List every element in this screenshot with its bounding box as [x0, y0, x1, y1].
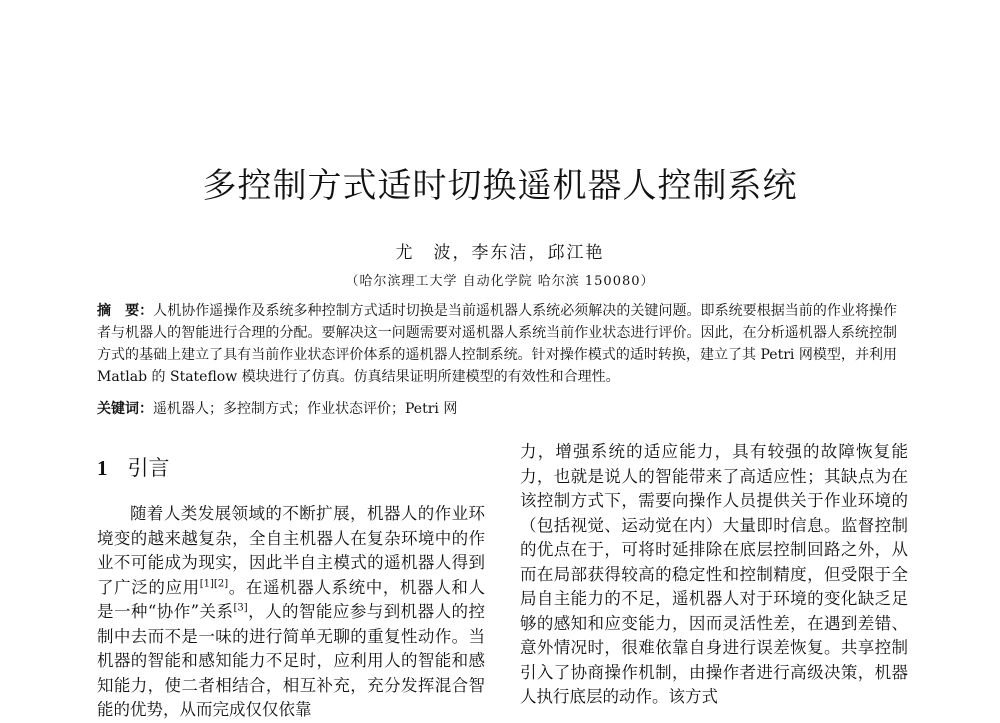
right-column-text: 力，增强系统的适应能力，具有较强的故障恢复能力，也就是说人的智能带来了高适应性；其缺点为在该控制方式下，需要向操作人员提供关于作业环境的（包括视觉、运动觉在内）大量即时信息。监督控制的优点在于，可将时延排除在底层控制回路之外，从而在局部获得较高的稳定性和控制精度，但受限于全局自主能力的不足，遥机器人对于环境的变化缺乏足够的感知和应变能力，因而灵活性差，在遇到差错、意外情况时，很难依靠自身进行误差恢复。共享控制引入了协商操作机制，由操作者进行高级决策，机器人执行底层的动作。该方式 — [520, 442, 908, 706]
keywords-label: 关键词： — [97, 401, 153, 417]
section-heading — [97, 452, 170, 482]
abstract-text: 人机协作遥操作及系统多种控制方式适时切换是当前遥机器人系统必须解决的关键问题。即系统要根据当前的作业将操作者与机器人的智能进行合理的分配。要解决这一问题需要对遥机器人系统当前作业状态进行评价。因此，在分析遥机器人系统控制方式的基础上建立了具有当前作业状态评价体系的遥机器人控制系统。针对操作模式的适时转换，建立了其 Petri 网模型，并利用 Matlab 的 Stateflow 模块进行了仿真。仿真结果证明所建模型的有效性和合理性。 — [97, 303, 898, 385]
citation: [3] — [233, 602, 248, 614]
keywords — [97, 398, 897, 420]
affiliation: （哈尔滨理工大学 自动化学院 哈尔滨 150080） — [345, 274, 655, 289]
paragraph-part: ，人的智能应参与到机器人的控制中去而不是一味的进行简单无聊的重复性动作。当机器的智能和感知能力不足时，应利用人的智能和感知能力，使二者相结合，相互补充，充分发挥混合智能的优势，从而完成仅仅依靠 — [97, 602, 486, 719]
section-number: 1 — [97, 456, 108, 480]
abstract — [97, 300, 897, 388]
citation: [1][2] — [199, 578, 229, 589]
left-column-text — [97, 502, 485, 723]
keywords-text: 遥机器人；多控制方式；作业状态评价；Petri 网 — [153, 401, 458, 417]
paper-title: 多控制方式适时切换遥机器人控制系统 — [202, 166, 798, 206]
paragraph-part: 。在遥机器人系统中，机器人和人是一种“协作”关系 — [97, 577, 486, 621]
abstract-label: 摘 要： — [97, 303, 154, 319]
section-title: 引言 — [127, 456, 170, 480]
paragraph-part: 随着人类发展领域的不断扩展，机器人的作业环境变的越来越复杂，全自主机器人在复杂环境中的作业不可能成为现实，因此半自主模式的遥机器人得到了广泛的应用 — [97, 504, 485, 597]
authors: 尤 波，李东洁，邱江艳 — [395, 243, 605, 263]
